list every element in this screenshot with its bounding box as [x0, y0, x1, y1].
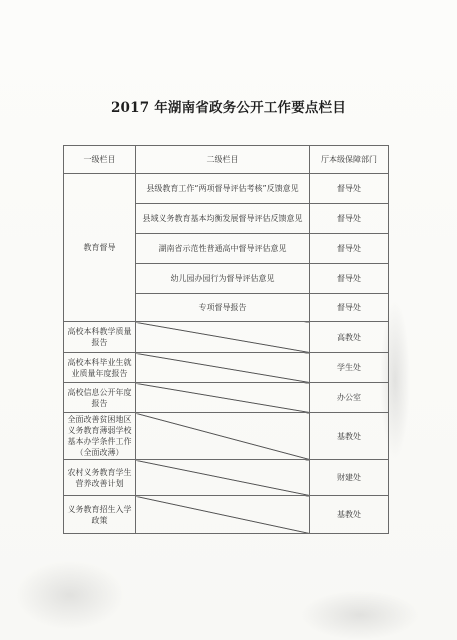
dept-cell: 高教处 — [310, 322, 389, 353]
header-dept: 厅本级保障部门 — [310, 146, 389, 174]
subcategory-cell: 专项督导报告 — [136, 294, 310, 322]
category-cell: 高校本科毕业生就业质量年度报告 — [64, 353, 136, 383]
dept-cell: 督导处 — [310, 264, 389, 294]
scan-smudge — [300, 590, 420, 640]
table-row — [64, 174, 389, 204]
table-row — [64, 496, 389, 534]
category-cell: 农村义务教育学生营养改善计划 — [64, 460, 136, 496]
empty-slashed-cell — [136, 322, 310, 353]
empty-slashed-cell — [136, 353, 310, 383]
table-row — [64, 353, 389, 383]
table-row — [64, 413, 389, 460]
columns-table — [63, 145, 389, 534]
scan-smudge — [15, 560, 125, 630]
empty-slashed-cell — [136, 383, 310, 413]
table-row — [64, 322, 389, 353]
empty-slashed-cell — [136, 496, 310, 534]
dept-cell: 基教处 — [310, 496, 389, 534]
category-cell: 义务教育招生入学政策 — [64, 496, 136, 534]
empty-slashed-cell — [136, 413, 310, 460]
subcategory-cell: 湖南省示范性普通高中督导评估意见 — [136, 234, 310, 264]
table-row — [64, 460, 389, 496]
empty-slashed-cell — [136, 460, 310, 496]
category-cell: 教育督导 — [64, 174, 136, 322]
dept-cell: 督导处 — [310, 174, 389, 204]
dept-cell: 学生处 — [310, 353, 389, 383]
table-row — [64, 383, 389, 413]
dept-cell: 财建处 — [310, 460, 389, 496]
subcategory-cell: 县域义务教育基本均衡发展督导评估反馈意见 — [136, 204, 310, 234]
category-cell: 高校信息公开年度报告 — [64, 383, 136, 413]
dept-cell: 督导处 — [310, 294, 389, 322]
header-level2: 二级栏目 — [136, 146, 310, 174]
category-cell: 高校本科教学质量报告 — [64, 322, 136, 353]
header-level1: 一级栏目 — [64, 146, 136, 174]
dept-cell: 基教处 — [310, 413, 389, 460]
table-header-row — [64, 146, 389, 174]
dept-cell: 督导处 — [310, 234, 389, 264]
subcategory-cell: 县级教育工作“两项督导评估考核”反馈意见 — [136, 174, 310, 204]
dept-cell: 督导处 — [310, 204, 389, 234]
dept-cell: 办公室 — [310, 383, 389, 413]
subcategory-cell: 幼儿园办园行为督导评估意见 — [136, 264, 310, 294]
document-title: 2017 年湖南省政务公开工作要点栏目 — [110, 100, 347, 116]
category-cell: 全面改善贫困地区义务教育薄弱学校基本办学条件工作（全面改薄） — [64, 413, 136, 460]
